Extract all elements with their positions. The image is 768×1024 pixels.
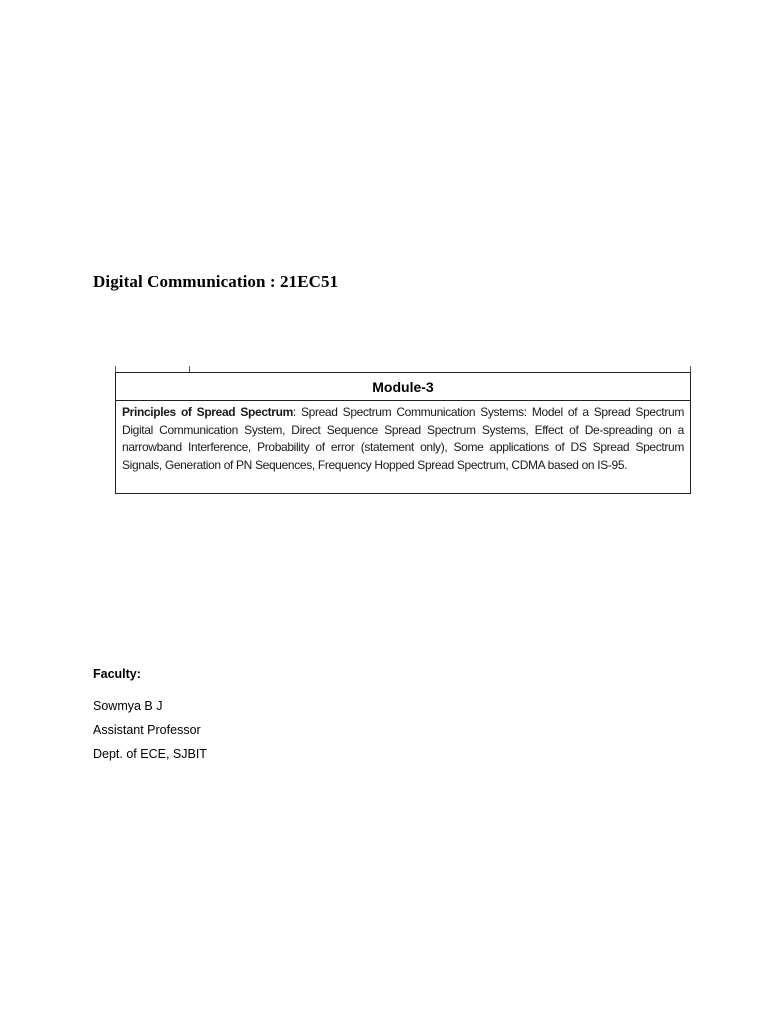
module-heading: Module-3 xyxy=(116,373,690,401)
module-description xyxy=(116,401,690,474)
faculty-designation: Assistant Professor xyxy=(93,723,201,737)
faculty-block xyxy=(93,664,207,768)
module-topic-body: : Spread Spectrum Communication Systems: Model of a Spread Spectrum Digital Communication System, Direct Sequence Spread Spectrum Systems, Effect of De-spreading on a narrowband Interference, Probability of error (statement only), Some applications of DS Spread Spectrum Signals, Generation of PN Sequences, Frequency Hopped Spread Spectrum, CDMA based on IS-95. xyxy=(122,405,684,472)
faculty-department: Dept. of ECE, SJBIT xyxy=(93,747,207,761)
module-topic-lead: Principles of Spread Spectrum xyxy=(122,405,293,419)
faculty-name: Sowmya B J xyxy=(93,699,163,713)
syllabus-table xyxy=(115,372,691,494)
faculty-label: Faculty: xyxy=(93,667,141,681)
course-title: Digital Communication : 21EC51 xyxy=(93,272,339,291)
